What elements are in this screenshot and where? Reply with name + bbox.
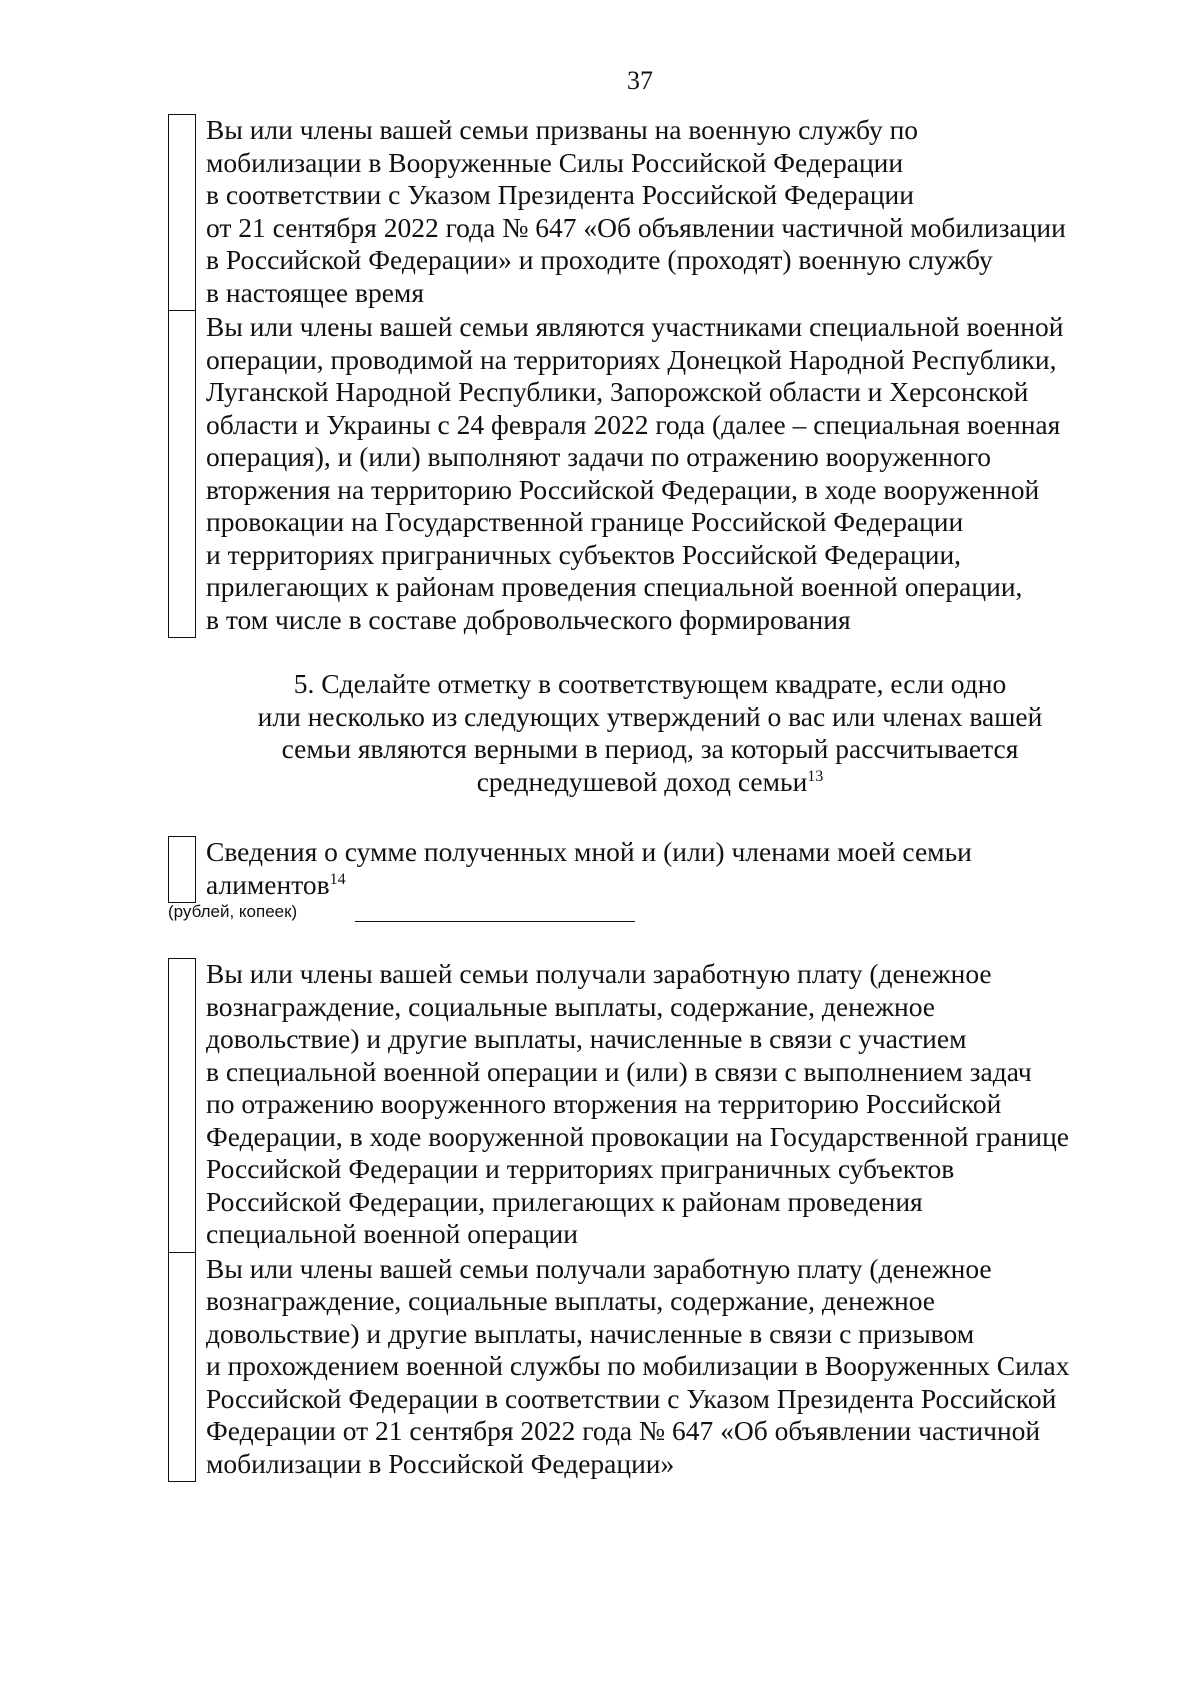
checkbox-mobilization-payments[interactable]	[168, 1253, 196, 1483]
checkbox-label-mobilization-payments: Вы или члены вашей семьи получали заработную плату (денежное вознаграждение, социальные выплаты, содержание, денежное довольствие) и другие выплаты, начисленные в связи с призывом и прохождением военной службы по мобилизации в Вооруженных Силах Российской Федерации в соответствии с Указом Президента Российской Федерации от 21 сентября 2022 года № 647 «Об объявлении частичной мобилизации в Российской Федерации»	[206, 1252, 1070, 1479]
footnote-ref-14: 14	[329, 870, 346, 888]
section-5-heading-text: 5. Сделайте отметку в соответствующем квадрате, если одно или несколько из следующих утверждений о вас или членах вашей семьи являются верными в период, за который рассчитывается среднедушевой доход семьи	[257, 668, 1043, 797]
checkbox-mobilized[interactable]	[168, 114, 196, 311]
checkbox-label-svo-payments: Вы или члены вашей семьи получали заработную плату (денежное вознаграждение, социальные выплаты, содержание, денежное довольствие) и другие выплаты, начисленные в связи с участием в специальной военной операции и (или) в связи с выполнением задач по отражению вооруженного вторжения на территорию Российской Федерации, в ходе вооруженной провокации на Государственной границе Российской Федерации и территориях приграничных субъектов Российской Федерации, прилегающих к районам проведения специальной военной операции	[206, 958, 1069, 1249]
checkbox-row-alimony	[168, 836, 1128, 903]
checkbox-svo-participant[interactable]	[168, 311, 196, 638]
section-5-heading	[200, 668, 1100, 798]
checkbox-label-svo-participant: Вы или члены вашей семьи являются участниками специальной военной операции, проводимой на территориях Донецкой Народной Республики, Луганской Народной Республики, Запорожской области и Херсонской области и Украины с 24 февраля 2022 года (далее – специальная военная операция), и (или) выполняют задачи по отражению вооруженного вторжения на территорию Российской Федерации, в ходе вооруженной провокации на Государственной границе Российской Федерации и территориях приграничных субъектов Российской Федерации, прилегающих к районам проведения специальной военной операции, в том числе в составе добровольческого формирования	[206, 311, 1064, 635]
checkbox-group-payments	[168, 958, 1128, 1482]
page-number: 37	[627, 66, 653, 95]
checkbox-alimony[interactable]	[168, 836, 196, 903]
alimony-label-text: Сведения о сумме полученных мной и (или) членами моей семьи алиментов	[206, 836, 972, 900]
checkbox-row-svo-participant	[168, 311, 1128, 638]
checkbox-label-alimony	[206, 836, 972, 903]
alimony-amount-field[interactable]	[355, 921, 635, 922]
checkbox-svo-payments[interactable]	[168, 958, 196, 1253]
checkbox-label-mobilized: Вы или члены вашей семьи призваны на военную службу по мобилизации в Вооруженные Силы Российской Федерации в соответствии с Указом Президента Российской Федерации от 21 сентября 2022 года № 647 «Об объявлении частичной мобилизации в Российской Федерации» и проходите (проходят) военную службу в настоящее время	[206, 114, 1066, 308]
checkbox-row-svo-payments	[168, 958, 1128, 1253]
checkbox-row-mobilized	[168, 114, 1128, 311]
footnote-ref-13: 13	[807, 767, 824, 785]
checkbox-group-service-status	[168, 114, 1128, 638]
checkbox-group-alimony	[168, 836, 1128, 903]
alimony-amount-caption: (рублей, копеек)	[168, 902, 298, 921]
checkbox-row-mobilization-payments	[168, 1253, 1128, 1483]
